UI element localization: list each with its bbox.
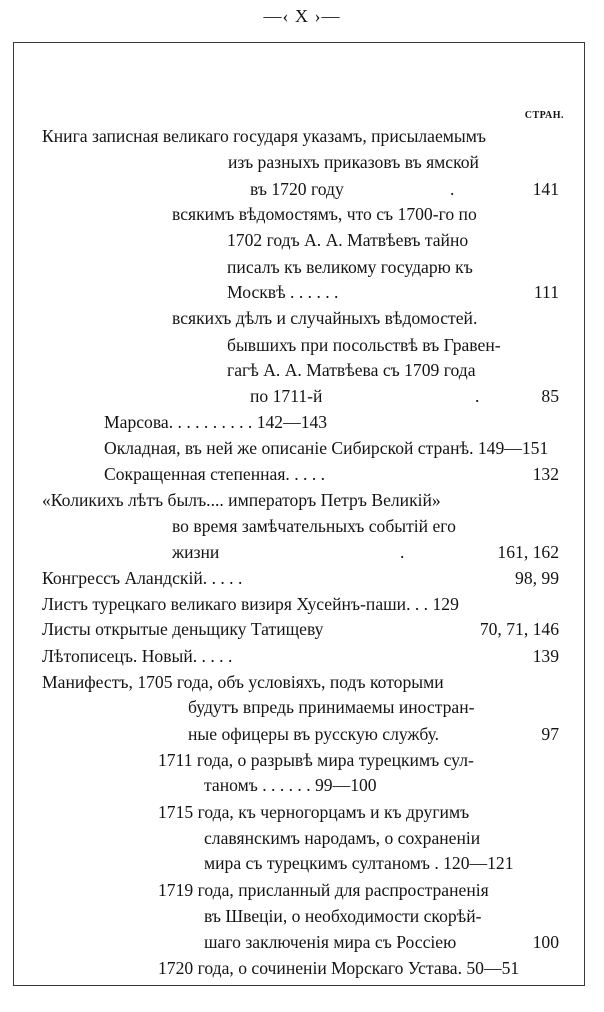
- index-line: [227, 358, 559, 382]
- index-line: [250, 177, 559, 201]
- entry-text: жизни: [172, 542, 220, 563]
- entry-text: писалъ къ великому государю къ: [227, 256, 473, 277]
- index-line: [42, 566, 559, 590]
- entry-text: Листъ турецкаго великаго визиря Хусейнъ-паши. . . 129: [42, 593, 459, 614]
- entry-text: 1702 годъ А. А. Матвѣевъ тайно: [227, 230, 469, 251]
- index-line: [104, 462, 559, 486]
- index-line: [158, 800, 559, 824]
- index-line: [158, 878, 559, 902]
- index-line: [188, 695, 559, 719]
- entry-text: «Коликихъ лѣтъ былъ.... императоръ Петръ Великій»: [42, 489, 441, 510]
- page-header: [0, 6, 604, 27]
- page-ref: 132: [532, 464, 559, 485]
- entry-text: въ Швеціи, о необходимости скорѣй-: [204, 905, 482, 926]
- roman-page-number: —‹ X ›—: [263, 6, 341, 26]
- index-line: [227, 280, 559, 304]
- entry-text: бывшихъ при посольствѣ въ Гравен-: [227, 334, 501, 355]
- entry-text: изъ разныхъ приказовъ въ ямской: [228, 152, 479, 173]
- index-line: [104, 436, 559, 460]
- entry-text: таномъ . . . . . . 99—100: [204, 775, 377, 796]
- entry-text: во время замѣчательныхъ событій его: [172, 515, 456, 536]
- index-line: [204, 930, 559, 954]
- entry-text: всякихъ дѣлъ и случайныхъ вѣдомостей.: [172, 308, 478, 329]
- index-line: [172, 540, 559, 564]
- entry-text: ные офицеры въ русскую службу.: [188, 723, 440, 744]
- entry-text: Лѣтописецъ. Новый. . . . .: [42, 645, 233, 666]
- page-ref: 111: [533, 282, 559, 302]
- entry-text: 1719 года, присланный для распространенія: [158, 879, 489, 900]
- page-ref: 70, 71, 146: [479, 619, 559, 640]
- index-line: [188, 722, 559, 746]
- page-ref: 85: [541, 386, 559, 407]
- index-line: [42, 592, 559, 616]
- index-line: [104, 410, 559, 434]
- index-line: [204, 826, 559, 850]
- leader-dot: .: [400, 542, 405, 563]
- entry-text: 1711 года, о разрывѣ мира турецкимъ сул-: [158, 749, 474, 770]
- entry-text: 1720 года, о сочиненіи Морскаго Устава. 50—51: [158, 957, 520, 978]
- index-line: [158, 956, 559, 980]
- entry-text: въ 1720 году: [250, 178, 344, 199]
- page-ref: 161, 162: [497, 542, 559, 563]
- leader-dot: .: [450, 178, 455, 199]
- index-line: [204, 773, 559, 797]
- entry-text: Листы открытые деньщику Татищеву: [42, 619, 324, 640]
- page-ref: 98, 99: [515, 567, 559, 588]
- page-ref: 97: [541, 723, 559, 744]
- entry-text: славянскимъ народамъ, о сохраненіи: [204, 827, 481, 848]
- page-ref: 141: [532, 178, 559, 199]
- page-column-label: СТРАН.: [524, 110, 564, 121]
- index-line: [172, 202, 559, 226]
- index-line: [250, 384, 559, 408]
- entry-text: мира съ турецкимъ султаномъ . 120—121: [204, 853, 514, 874]
- entry-text: Марсова. . . . . . . . . . 142—143: [104, 411, 328, 432]
- entry-text: гагѣ А. А. Матвѣева съ 1709 года: [227, 359, 476, 380]
- index-line: [42, 617, 559, 641]
- page-ref: 139: [532, 645, 559, 666]
- index-line: [227, 333, 559, 357]
- entry-text: по 1711-й: [250, 386, 323, 407]
- index-line: [172, 514, 559, 538]
- index-line: [204, 851, 559, 875]
- index-line: [204, 904, 559, 928]
- entry-text: Сокращенная степенная. . . . .: [104, 464, 326, 485]
- entry-text: Окладная, въ ней же описаніе Сибирской странѣ. 149—151: [104, 437, 549, 458]
- entry-text: 1715 года, къ черногорцамъ и къ другимъ: [158, 801, 470, 822]
- index-line: [172, 306, 559, 330]
- index-line: [42, 670, 559, 694]
- entry-text: Москвѣ . . . . . .: [227, 282, 339, 302]
- index-line: [227, 228, 559, 252]
- entry-text: Манифестъ, 1705 года, объ условіяхъ, подъ которыми: [42, 671, 444, 692]
- index-line: [227, 255, 559, 279]
- entry-text: Конгрессъ Аландскій. . . . .: [42, 567, 243, 588]
- leader-dot: .: [475, 386, 480, 407]
- entry-text: Книга записная великаго государя указамъ, присылаемымъ: [42, 126, 486, 146]
- page-ref: 100: [532, 932, 559, 953]
- index-line: [42, 488, 559, 512]
- index-line: [158, 748, 559, 772]
- index-line: [42, 644, 559, 668]
- entry-text: шаго заключенія мира съ Россіею: [204, 932, 457, 953]
- entry-text: всякимъ вѣдомостямъ, что съ 1700-го по: [172, 204, 477, 224]
- index-line: [42, 124, 559, 148]
- entry-text: будутъ впредь принимаемы иностран-: [188, 697, 475, 718]
- index-line: [228, 150, 559, 174]
